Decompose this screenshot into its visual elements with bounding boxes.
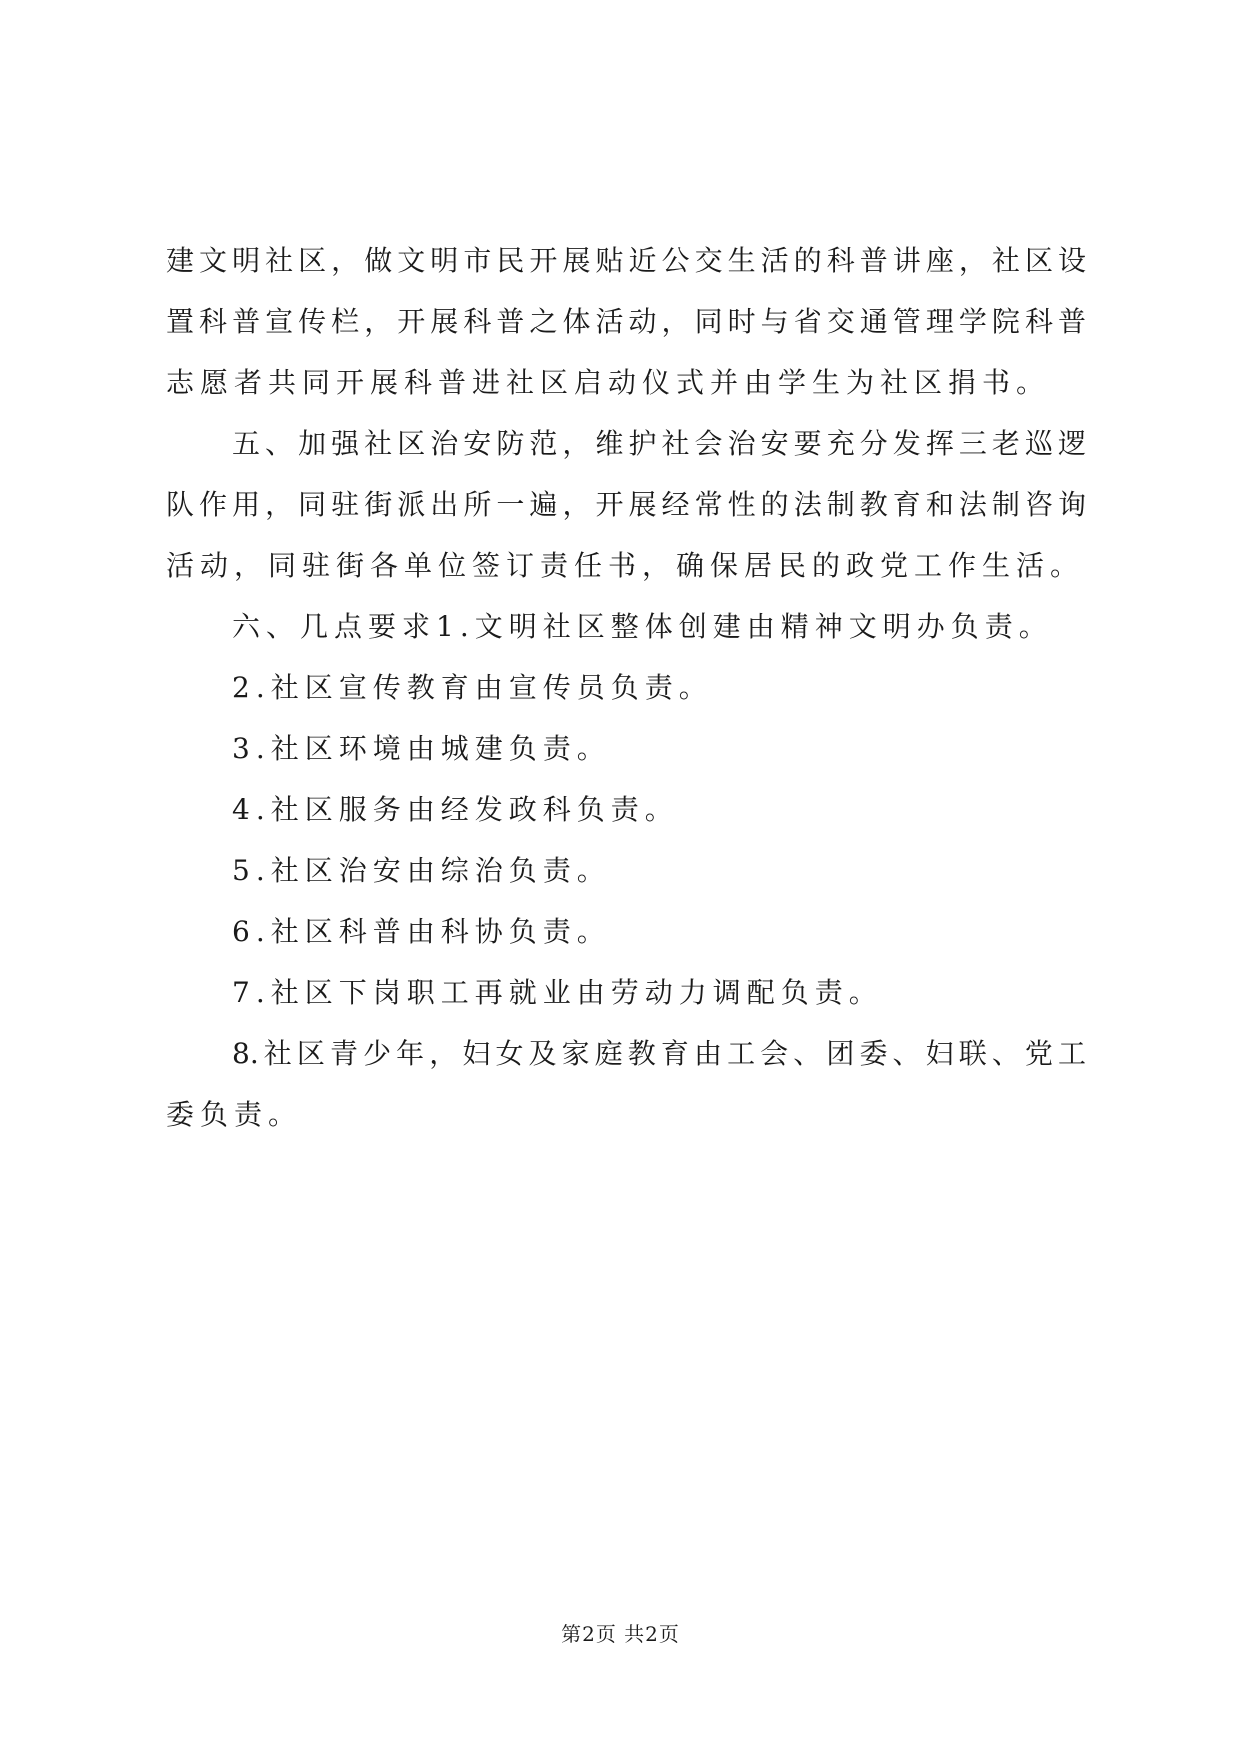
text-line: 5.社区治安由综治负责。 — [232, 854, 611, 887]
text-line: 3.社区环境由城建负责。 — [232, 732, 611, 765]
page-number: 第2页 共2页 — [561, 1622, 680, 1646]
text-line: 委负责。 — [166, 1098, 303, 1131]
text-line: 六、几点要求1.文明社区整体创建由精神文明办负责。 — [232, 610, 1053, 643]
text-line: 2.社区宣传教育由宣传员负责。 — [232, 671, 713, 704]
text-line: 7.社区下岗职工再就业由劳动力调配负责。 — [232, 976, 883, 1009]
text-line: 建文明社区，做文明市民开展贴近公交生活的科普讲座，社区设 — [166, 244, 1086, 277]
text-line: 6.社区科普由科协负责。 — [232, 915, 611, 948]
text-line: 4.社区服务由经发政科负责。 — [232, 793, 679, 826]
text-line: 置科普宣传栏，开展科普之体活动，同时与省交通管理学院科普 — [166, 305, 1086, 338]
text-line: 活动，同驻街各单位签订责任书，确保居民的政党工作生活。 — [166, 549, 1085, 582]
text-line: 队作用，同驻街派出所一遍，开展经常性的法制教育和法制咨询 — [166, 488, 1086, 521]
text-line: 志愿者共同开展科普进社区启动仪式并由学生为社区捐书。 — [166, 366, 1051, 399]
document-body — [166, 230, 1086, 1145]
page-footer — [0, 1618, 1241, 1647]
text-line: 8.社区青少年，妇女及家庭教育由工会、团委、妇联、党工 — [232, 1037, 1086, 1070]
text-line: 五、加强社区治安防范，维护社会治安要充分发挥三老巡逻 — [232, 427, 1086, 460]
